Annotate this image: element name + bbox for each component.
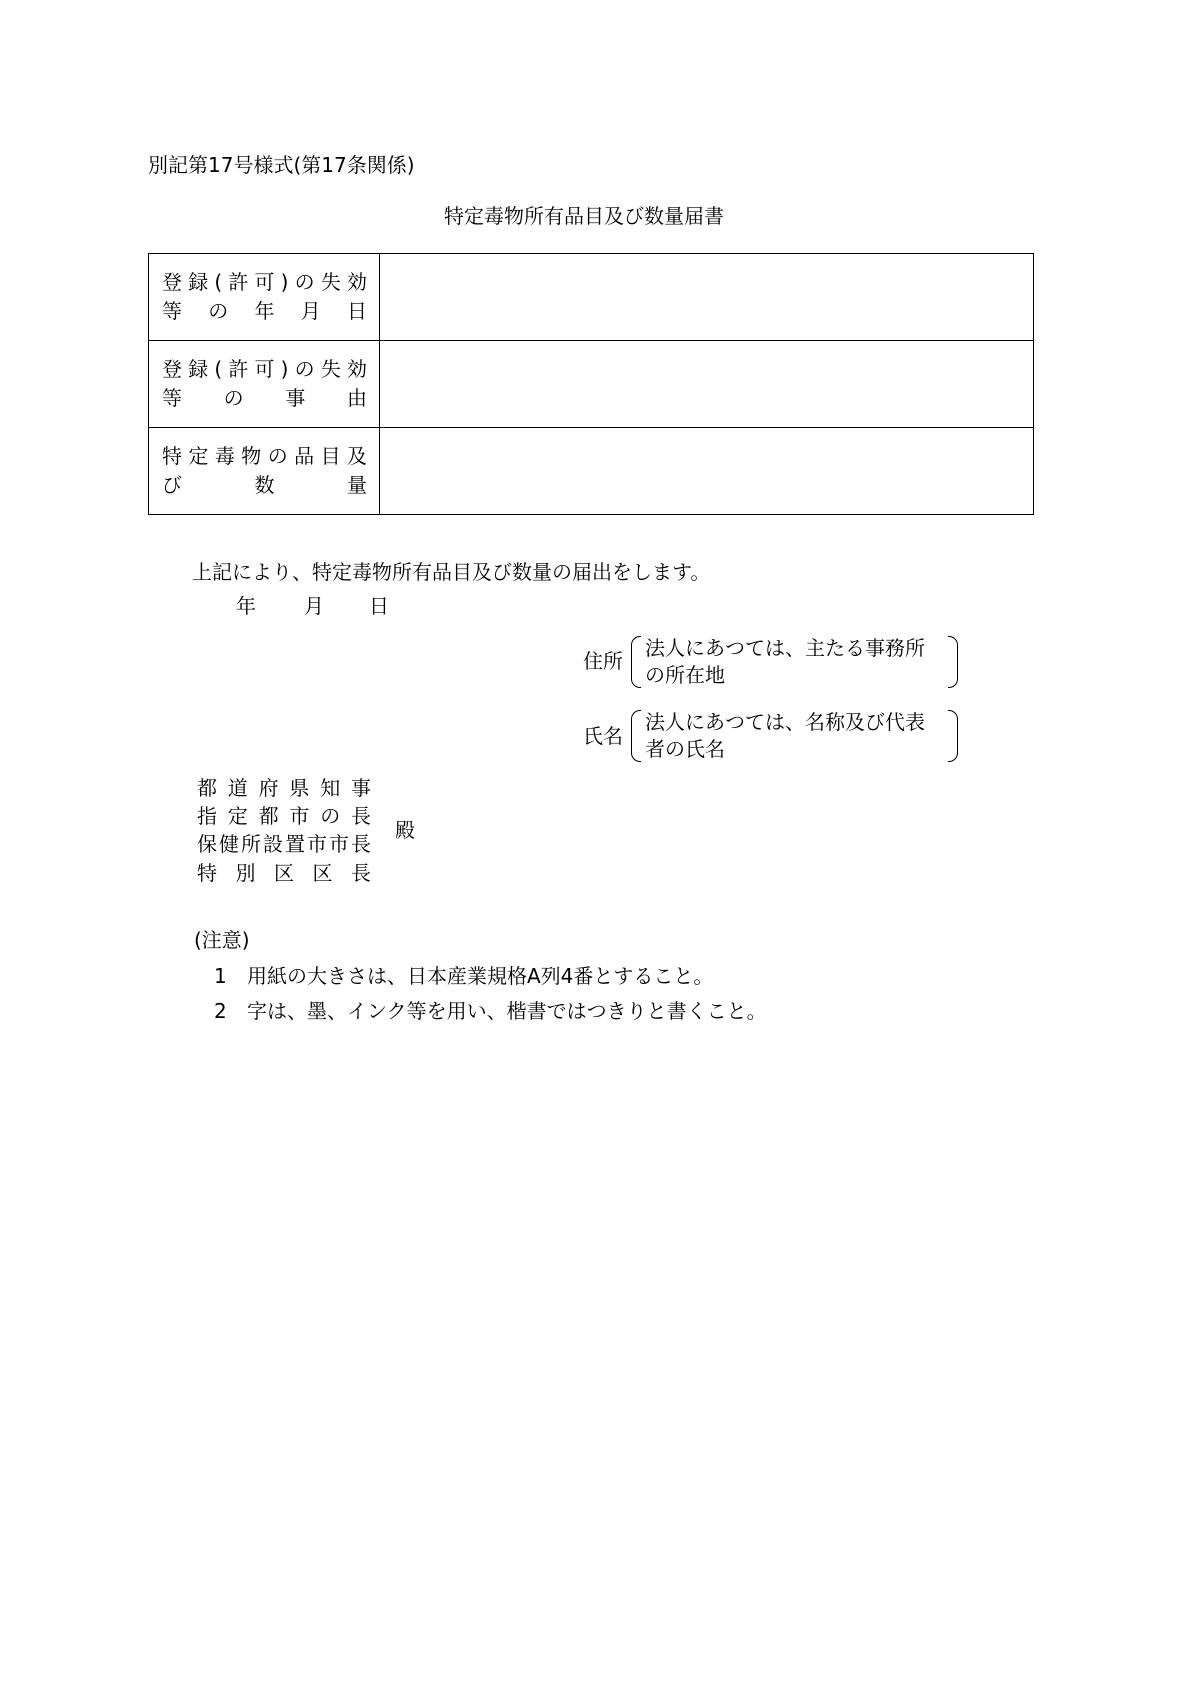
- document-title: 特定毒物所有品目及び数量届書: [444, 204, 724, 228]
- address-note-line2: の所在地: [645, 663, 725, 687]
- name-note-line1: 法人にあつては、名称及び代表: [645, 710, 925, 734]
- date-day: 日: [369, 594, 389, 618]
- name-label: 氏名: [583, 724, 623, 748]
- table-label-cell: [149, 254, 380, 341]
- table-label-cell: [149, 428, 380, 515]
- value-field[interactable]: [380, 428, 1034, 515]
- statement: 上記により、特定毒物所有品目及び数量の届出をします。: [192, 560, 711, 584]
- address-label: 住所: [583, 649, 623, 673]
- recipient: 指定都市の長: [197, 804, 371, 828]
- recipient: 特別区区長: [197, 861, 371, 885]
- table-row: [149, 341, 1034, 428]
- value-field[interactable]: [380, 341, 1034, 428]
- notes-heading: (注意): [194, 928, 250, 952]
- note-text: 字は、墨、インク等を用い、楷書ではつきりと書くこと。: [247, 999, 767, 1023]
- name-note-line2: 者の氏名: [645, 737, 725, 761]
- form-number: 別記第17号様式(第17条関係): [148, 153, 415, 177]
- left-bracket: [631, 636, 641, 688]
- note-number: 1: [214, 964, 227, 988]
- form-table: [148, 253, 1034, 515]
- right-bracket: [948, 710, 958, 762]
- label-line: 等の年月日: [162, 299, 367, 323]
- label-line: 登録(許可)の失効: [162, 270, 367, 294]
- note-text: 用紙の大きさは、日本産業規格A列4番とすること。: [247, 964, 714, 988]
- label-line: び数量: [162, 473, 367, 497]
- honorific: 殿: [395, 818, 415, 842]
- note-number: 2: [214, 999, 227, 1023]
- table-row: [149, 254, 1034, 341]
- right-bracket: [948, 636, 958, 688]
- table-label-cell: [149, 341, 380, 428]
- date-year: 年: [236, 594, 256, 618]
- table-row: [149, 428, 1034, 515]
- value-field[interactable]: [380, 254, 1034, 341]
- label-line: 等の事由: [162, 386, 367, 410]
- recipient: 保健所設置市市長: [197, 832, 371, 856]
- label-line: 特定毒物の品目及: [162, 444, 367, 468]
- left-bracket: [631, 710, 641, 762]
- address-note-line1: 法人にあつては、主たる事務所: [645, 636, 925, 660]
- recipient: 都道府県知事: [197, 776, 371, 800]
- label-line: 登録(許可)の失効: [162, 357, 367, 381]
- date-month: 月: [304, 594, 324, 618]
